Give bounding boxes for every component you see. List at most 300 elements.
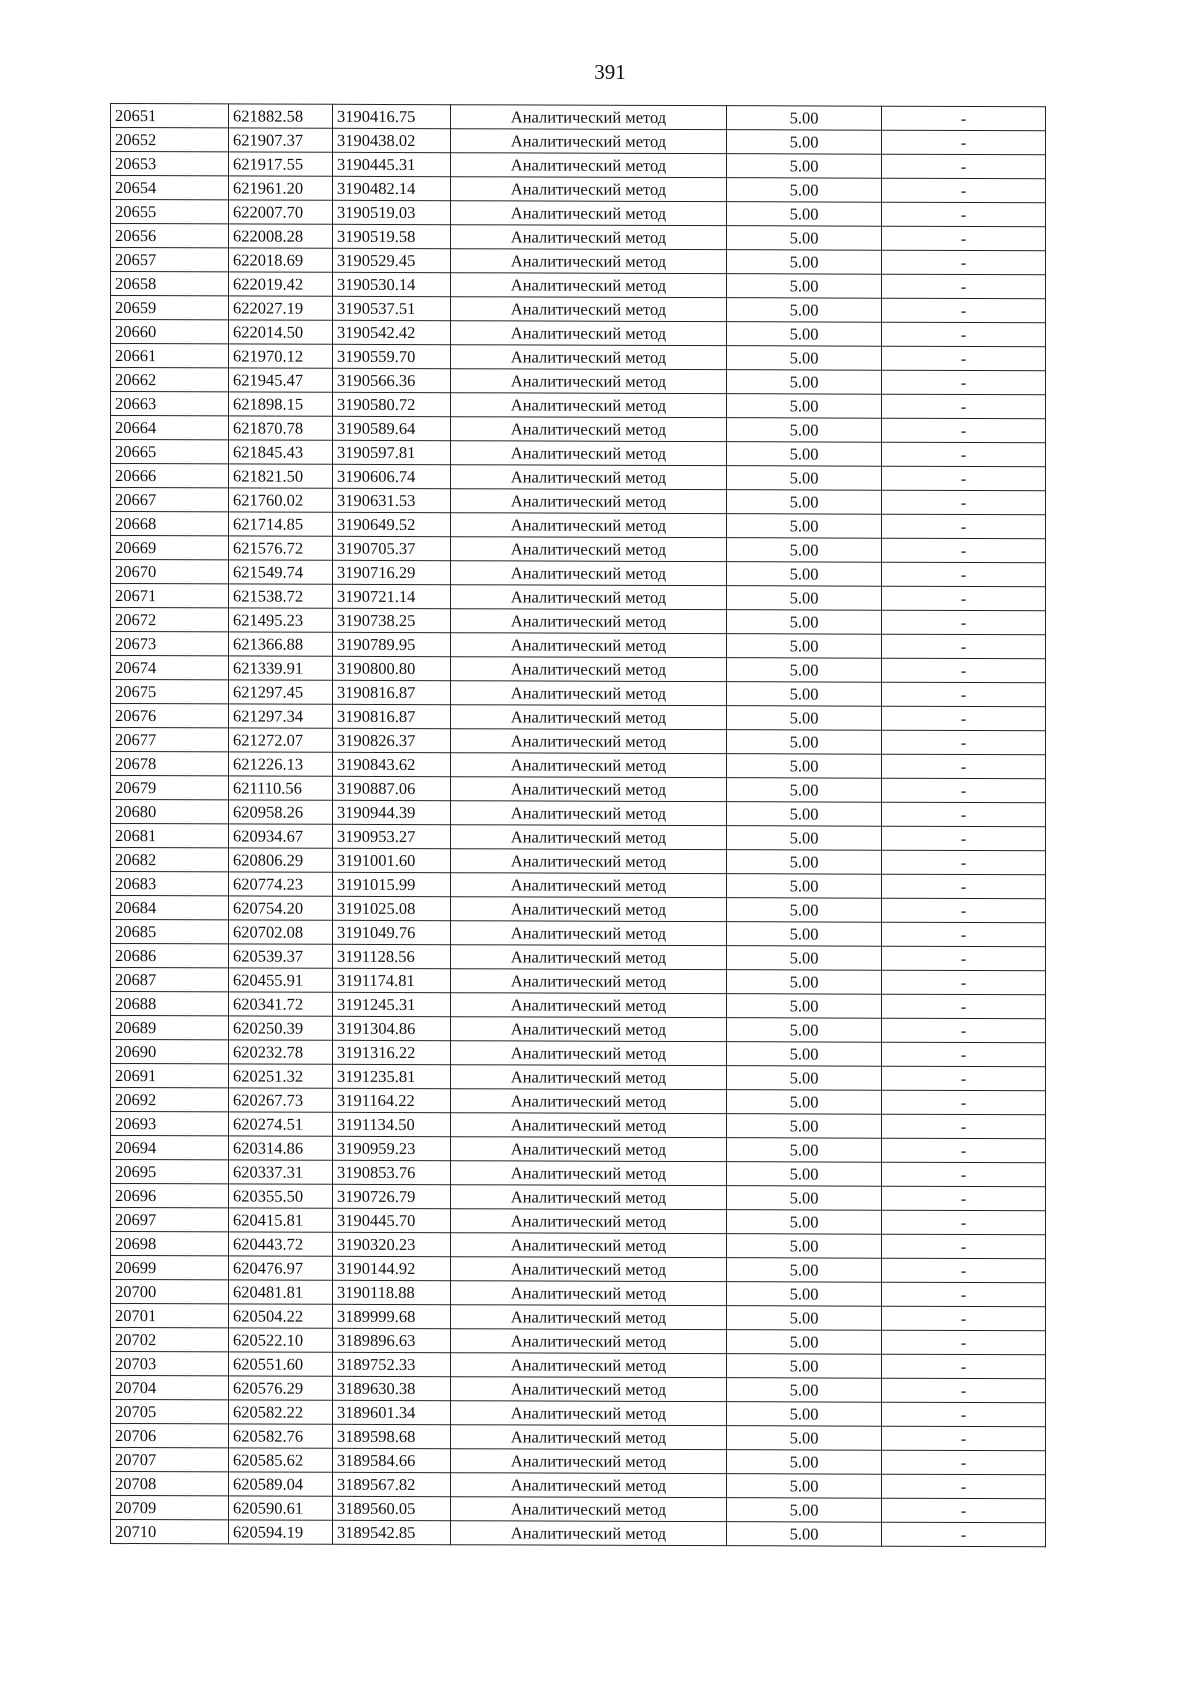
table-row (111, 1496, 1046, 1523)
method-cell: Аналитический метод (451, 1473, 727, 1498)
x-coordinate-cell: 622014.50 (229, 320, 333, 344)
x-coordinate-cell: 620250.39 (229, 1016, 333, 1040)
error-cell: 5.00 (727, 1162, 882, 1187)
note-cell: - (882, 1522, 1046, 1547)
y-coordinate-cell: 3190944.39 (333, 800, 451, 824)
note-cell: - (882, 1330, 1046, 1355)
table-row (111, 728, 1046, 755)
note-cell: - (882, 538, 1046, 563)
method-cell: Аналитический метод (451, 1497, 727, 1522)
error-cell: 5.00 (727, 394, 882, 419)
y-coordinate-cell: 3190597.81 (333, 440, 451, 464)
table-row (111, 200, 1046, 227)
method-cell: Аналитический метод (451, 609, 727, 634)
table-row (111, 1040, 1046, 1067)
y-coordinate-cell: 3190482.14 (333, 176, 451, 200)
method-cell: Аналитический метод (451, 633, 727, 658)
method-cell: Аналитический метод (451, 561, 727, 586)
x-coordinate-cell: 620481.81 (229, 1280, 333, 1304)
point-id-cell: 20672 (111, 608, 229, 632)
error-cell: 5.00 (727, 562, 882, 587)
table-row (111, 1472, 1046, 1499)
note-cell: - (882, 1378, 1046, 1403)
x-coordinate-cell: 621272.07 (229, 728, 333, 752)
error-cell: 5.00 (727, 1426, 882, 1451)
point-id-cell: 20702 (111, 1328, 229, 1352)
method-cell: Аналитический метод (451, 129, 727, 154)
y-coordinate-cell: 3190649.52 (333, 512, 451, 536)
method-cell: Аналитический метод (451, 897, 727, 922)
x-coordinate-cell: 620251.32 (229, 1064, 333, 1088)
error-cell: 5.00 (727, 1330, 882, 1355)
error-cell: 5.00 (727, 634, 882, 659)
x-coordinate-cell: 621845.43 (229, 440, 333, 464)
point-id-cell: 20694 (111, 1136, 229, 1160)
x-coordinate-cell: 621870.78 (229, 416, 333, 440)
table-row (111, 680, 1046, 707)
note-cell: - (882, 922, 1046, 947)
error-cell: 5.00 (727, 202, 882, 227)
error-cell: 5.00 (727, 802, 882, 827)
x-coordinate-cell: 620934.67 (229, 824, 333, 848)
note-cell: - (882, 1210, 1046, 1235)
note-cell: - (882, 1306, 1046, 1331)
y-coordinate-cell: 3190320.23 (333, 1232, 451, 1256)
table-row (111, 704, 1046, 731)
error-cell: 5.00 (727, 1138, 882, 1163)
x-coordinate-cell: 621297.34 (229, 704, 333, 728)
y-coordinate-cell: 3191245.31 (333, 992, 451, 1016)
error-cell: 5.00 (727, 1282, 882, 1307)
error-cell: 5.00 (727, 754, 882, 779)
method-cell: Аналитический метод (451, 1161, 727, 1186)
note-cell: - (882, 130, 1046, 155)
point-id-cell: 20656 (111, 224, 229, 248)
method-cell: Аналитический метод (451, 201, 727, 226)
y-coordinate-cell: 3189560.05 (333, 1496, 451, 1520)
method-cell: Аналитический метод (451, 705, 727, 730)
point-id-cell: 20692 (111, 1088, 229, 1112)
x-coordinate-cell: 621898.15 (229, 392, 333, 416)
note-cell: - (882, 946, 1046, 971)
error-cell: 5.00 (727, 106, 882, 131)
coordinates-table (110, 103, 1046, 1547)
point-id-cell: 20669 (111, 536, 229, 560)
method-cell: Аналитический метод (451, 513, 727, 538)
x-coordinate-cell: 621366.88 (229, 632, 333, 656)
point-id-cell: 20696 (111, 1184, 229, 1208)
error-cell: 5.00 (727, 154, 882, 179)
y-coordinate-cell: 3190816.87 (333, 680, 451, 704)
table-row (111, 776, 1046, 803)
x-coordinate-cell: 620355.50 (229, 1184, 333, 1208)
point-id-cell: 20668 (111, 512, 229, 536)
table-row (111, 1064, 1046, 1091)
note-cell: - (882, 874, 1046, 899)
table-row (111, 320, 1046, 347)
x-coordinate-cell: 621760.02 (229, 488, 333, 512)
y-coordinate-cell: 3190789.95 (333, 632, 451, 656)
point-id-cell: 20657 (111, 248, 229, 272)
x-coordinate-cell: 620476.97 (229, 1256, 333, 1280)
y-coordinate-cell: 3190118.88 (333, 1280, 451, 1304)
method-cell: Аналитический метод (451, 729, 727, 754)
table-row (111, 1520, 1046, 1547)
method-cell: Аналитический метод (451, 1209, 727, 1234)
x-coordinate-cell: 620594.19 (229, 1520, 333, 1544)
table-row (111, 1256, 1046, 1283)
note-cell: - (882, 1354, 1046, 1379)
point-id-cell: 20684 (111, 896, 229, 920)
table-row (111, 104, 1046, 131)
table-row (111, 1088, 1046, 1115)
x-coordinate-cell: 621961.20 (229, 176, 333, 200)
table-row (111, 1112, 1046, 1139)
point-id-cell: 20654 (111, 176, 229, 200)
y-coordinate-cell: 3191025.08 (333, 896, 451, 920)
x-coordinate-cell: 620702.08 (229, 920, 333, 944)
point-id-cell: 20689 (111, 1016, 229, 1040)
table-row (111, 1448, 1046, 1475)
table-row (111, 296, 1046, 323)
error-cell: 5.00 (727, 298, 882, 323)
x-coordinate-cell: 620582.22 (229, 1400, 333, 1424)
y-coordinate-cell: 3190826.37 (333, 728, 451, 752)
table-row (111, 968, 1046, 995)
x-coordinate-cell: 621882.58 (229, 104, 333, 128)
x-coordinate-cell: 620232.78 (229, 1040, 333, 1064)
y-coordinate-cell: 3189896.63 (333, 1328, 451, 1352)
error-cell: 5.00 (727, 130, 882, 155)
method-cell: Аналитический метод (451, 249, 727, 274)
y-coordinate-cell: 3189752.33 (333, 1352, 451, 1376)
method-cell: Аналитический метод (451, 1449, 727, 1474)
point-id-cell: 20708 (111, 1472, 229, 1496)
table-row (111, 824, 1046, 851)
table-row (111, 752, 1046, 779)
x-coordinate-cell: 620341.72 (229, 992, 333, 1016)
error-cell: 5.00 (727, 1234, 882, 1259)
note-cell: - (882, 1258, 1046, 1283)
x-coordinate-cell: 620754.20 (229, 896, 333, 920)
method-cell: Аналитический метод (451, 489, 727, 514)
point-id-cell: 20673 (111, 632, 229, 656)
table-row (111, 464, 1046, 491)
error-cell: 5.00 (727, 610, 882, 635)
method-cell: Аналитический метод (451, 321, 727, 346)
error-cell: 5.00 (727, 1402, 882, 1427)
point-id-cell: 20706 (111, 1424, 229, 1448)
note-cell: - (882, 1426, 1046, 1451)
error-cell: 5.00 (727, 946, 882, 971)
y-coordinate-cell: 3189542.85 (333, 1520, 451, 1544)
x-coordinate-cell: 620274.51 (229, 1112, 333, 1136)
y-coordinate-cell: 3190716.29 (333, 560, 451, 584)
point-id-cell: 20662 (111, 368, 229, 392)
method-cell: Аналитический метод (451, 1425, 727, 1450)
x-coordinate-cell: 621917.55 (229, 152, 333, 176)
x-coordinate-cell: 620539.37 (229, 944, 333, 968)
table-row (111, 1328, 1046, 1355)
table-row (111, 152, 1046, 179)
error-cell: 5.00 (727, 1522, 882, 1547)
point-id-cell: 20671 (111, 584, 229, 608)
method-cell: Аналитический метод (451, 849, 727, 874)
y-coordinate-cell: 3189584.66 (333, 1448, 451, 1472)
point-id-cell: 20664 (111, 416, 229, 440)
note-cell: - (882, 322, 1046, 347)
point-id-cell: 20653 (111, 152, 229, 176)
error-cell: 5.00 (727, 970, 882, 995)
y-coordinate-cell: 3190445.70 (333, 1208, 451, 1232)
note-cell: - (882, 610, 1046, 635)
y-coordinate-cell: 3190559.70 (333, 344, 451, 368)
method-cell: Аналитический метод (451, 969, 727, 994)
note-cell: - (882, 106, 1046, 131)
method-cell: Аналитический метод (451, 873, 727, 898)
point-id-cell: 20667 (111, 488, 229, 512)
y-coordinate-cell: 3190843.62 (333, 752, 451, 776)
method-cell: Аналитический метод (451, 1401, 727, 1426)
y-coordinate-cell: 3191235.81 (333, 1064, 451, 1088)
table-row (111, 872, 1046, 899)
x-coordinate-cell: 620585.62 (229, 1448, 333, 1472)
table-row (111, 656, 1046, 683)
x-coordinate-cell: 620314.86 (229, 1136, 333, 1160)
point-id-cell: 20700 (111, 1280, 229, 1304)
table-row (111, 488, 1046, 515)
x-coordinate-cell: 620337.31 (229, 1160, 333, 1184)
method-cell: Аналитический метод (451, 753, 727, 778)
note-cell: - (882, 466, 1046, 491)
y-coordinate-cell: 3191134.50 (333, 1112, 451, 1136)
note-cell: - (882, 658, 1046, 683)
error-cell: 5.00 (727, 850, 882, 875)
y-coordinate-cell: 3190887.06 (333, 776, 451, 800)
method-cell: Аналитический метод (451, 993, 727, 1018)
error-cell: 5.00 (727, 1474, 882, 1499)
y-coordinate-cell: 3189598.68 (333, 1424, 451, 1448)
table-row (111, 1304, 1046, 1331)
note-cell: - (882, 442, 1046, 467)
note-cell: - (882, 1234, 1046, 1259)
note-cell: - (882, 514, 1046, 539)
y-coordinate-cell: 3190566.36 (333, 368, 451, 392)
error-cell: 5.00 (727, 226, 882, 251)
y-coordinate-cell: 3189630.38 (333, 1376, 451, 1400)
note-cell: - (882, 1450, 1046, 1475)
table-row (111, 920, 1046, 947)
method-cell: Аналитический метод (451, 1089, 727, 1114)
x-coordinate-cell: 620590.61 (229, 1496, 333, 1520)
x-coordinate-cell: 620582.76 (229, 1424, 333, 1448)
error-cell: 5.00 (727, 1114, 882, 1139)
note-cell: - (882, 970, 1046, 995)
note-cell: - (882, 1042, 1046, 1067)
point-id-cell: 20665 (111, 440, 229, 464)
method-cell: Аналитический метод (451, 825, 727, 850)
method-cell: Аналитический метод (451, 177, 727, 202)
method-cell: Аналитический метод (451, 153, 727, 178)
point-id-cell: 20655 (111, 200, 229, 224)
point-id-cell: 20677 (111, 728, 229, 752)
note-cell: - (882, 250, 1046, 275)
table-row (111, 1136, 1046, 1163)
note-cell: - (882, 370, 1046, 395)
table-body (111, 104, 1046, 1547)
error-cell: 5.00 (727, 418, 882, 443)
x-coordinate-cell: 622008.28 (229, 224, 333, 248)
x-coordinate-cell: 620958.26 (229, 800, 333, 824)
table-row (111, 416, 1046, 443)
point-id-cell: 20703 (111, 1352, 229, 1376)
note-cell: - (882, 802, 1046, 827)
y-coordinate-cell: 3190416.75 (333, 104, 451, 128)
error-cell: 5.00 (727, 1258, 882, 1283)
point-id-cell: 20697 (111, 1208, 229, 1232)
table-row (111, 176, 1046, 203)
x-coordinate-cell: 621226.13 (229, 752, 333, 776)
table-row (111, 608, 1046, 635)
x-coordinate-cell: 620806.29 (229, 848, 333, 872)
method-cell: Аналитический метод (451, 1041, 727, 1066)
error-cell: 5.00 (727, 538, 882, 563)
point-id-cell: 20685 (111, 920, 229, 944)
method-cell: Аналитический метод (451, 417, 727, 442)
table-row (111, 128, 1046, 155)
x-coordinate-cell: 620774.23 (229, 872, 333, 896)
y-coordinate-cell: 3190519.03 (333, 200, 451, 224)
point-id-cell: 20666 (111, 464, 229, 488)
point-id-cell: 20698 (111, 1232, 229, 1256)
error-cell: 5.00 (727, 826, 882, 851)
table-row (111, 1160, 1046, 1187)
point-id-cell: 20707 (111, 1448, 229, 1472)
x-coordinate-cell: 621538.72 (229, 584, 333, 608)
method-cell: Аналитический метод (451, 657, 727, 682)
x-coordinate-cell: 621714.85 (229, 512, 333, 536)
note-cell: - (882, 1066, 1046, 1091)
error-cell: 5.00 (727, 178, 882, 203)
method-cell: Аналитический метод (451, 273, 727, 298)
error-cell: 5.00 (727, 274, 882, 299)
error-cell: 5.00 (727, 922, 882, 947)
y-coordinate-cell: 3190816.87 (333, 704, 451, 728)
method-cell: Аналитический метод (451, 1521, 727, 1546)
error-cell: 5.00 (727, 994, 882, 1019)
point-id-cell: 20701 (111, 1304, 229, 1328)
method-cell: Аналитический метод (451, 225, 727, 250)
note-cell: - (882, 994, 1046, 1019)
note-cell: - (882, 202, 1046, 227)
table-row (111, 1016, 1046, 1043)
point-id-cell: 20704 (111, 1376, 229, 1400)
table-row (111, 440, 1046, 467)
table-row (111, 1232, 1046, 1259)
error-cell: 5.00 (727, 514, 882, 539)
note-cell: - (882, 1186, 1046, 1211)
note-cell: - (882, 706, 1046, 731)
point-id-cell: 20705 (111, 1400, 229, 1424)
note-cell: - (882, 418, 1046, 443)
error-cell: 5.00 (727, 442, 882, 467)
x-coordinate-cell: 620551.60 (229, 1352, 333, 1376)
note-cell: - (882, 754, 1046, 779)
x-coordinate-cell: 621339.91 (229, 656, 333, 680)
point-id-cell: 20674 (111, 656, 229, 680)
point-id-cell: 20670 (111, 560, 229, 584)
table-row (111, 1208, 1046, 1235)
y-coordinate-cell: 3189999.68 (333, 1304, 451, 1328)
table-row (111, 536, 1046, 563)
x-coordinate-cell: 621821.50 (229, 464, 333, 488)
method-cell: Аналитический метод (451, 921, 727, 946)
note-cell: - (882, 1282, 1046, 1307)
note-cell: - (882, 298, 1046, 323)
note-cell: - (882, 1018, 1046, 1043)
point-id-cell: 20695 (111, 1160, 229, 1184)
y-coordinate-cell: 3190800.80 (333, 656, 451, 680)
method-cell: Аналитический метод (451, 441, 727, 466)
note-cell: - (882, 1138, 1046, 1163)
table-row (111, 632, 1046, 659)
method-cell: Аналитический метод (451, 1377, 727, 1402)
method-cell: Аналитический метод (451, 1065, 727, 1090)
note-cell: - (882, 826, 1046, 851)
x-coordinate-cell: 621907.37 (229, 128, 333, 152)
table-row (111, 344, 1046, 371)
point-id-cell: 20688 (111, 992, 229, 1016)
point-id-cell: 20676 (111, 704, 229, 728)
table-row (111, 944, 1046, 971)
x-coordinate-cell: 621945.47 (229, 368, 333, 392)
method-cell: Аналитический метод (451, 1353, 727, 1378)
method-cell: Аналитический метод (451, 1137, 727, 1162)
error-cell: 5.00 (727, 730, 882, 755)
point-id-cell: 20687 (111, 968, 229, 992)
table-row (111, 896, 1046, 923)
error-cell: 5.00 (727, 370, 882, 395)
table-row (111, 584, 1046, 611)
error-cell: 5.00 (727, 1066, 882, 1091)
error-cell: 5.00 (727, 346, 882, 371)
table-row (111, 272, 1046, 299)
table-row (111, 1400, 1046, 1427)
y-coordinate-cell: 3190580.72 (333, 392, 451, 416)
table-row (111, 1376, 1046, 1403)
point-id-cell: 20693 (111, 1112, 229, 1136)
point-id-cell: 20660 (111, 320, 229, 344)
table-row (111, 512, 1046, 539)
y-coordinate-cell: 3190631.53 (333, 488, 451, 512)
error-cell: 5.00 (727, 898, 882, 923)
x-coordinate-cell: 620504.22 (229, 1304, 333, 1328)
point-id-cell: 20661 (111, 344, 229, 368)
y-coordinate-cell: 3191049.76 (333, 920, 451, 944)
y-coordinate-cell: 3190529.45 (333, 248, 451, 272)
y-coordinate-cell: 3191316.22 (333, 1040, 451, 1064)
point-id-cell: 20680 (111, 800, 229, 824)
x-coordinate-cell: 621549.74 (229, 560, 333, 584)
error-cell: 5.00 (727, 586, 882, 611)
y-coordinate-cell: 3190953.27 (333, 824, 451, 848)
point-id-cell: 20709 (111, 1496, 229, 1520)
point-id-cell: 20679 (111, 776, 229, 800)
table-row (111, 392, 1046, 419)
x-coordinate-cell: 622018.69 (229, 248, 333, 272)
point-id-cell: 20683 (111, 872, 229, 896)
note-cell: - (882, 1474, 1046, 1499)
